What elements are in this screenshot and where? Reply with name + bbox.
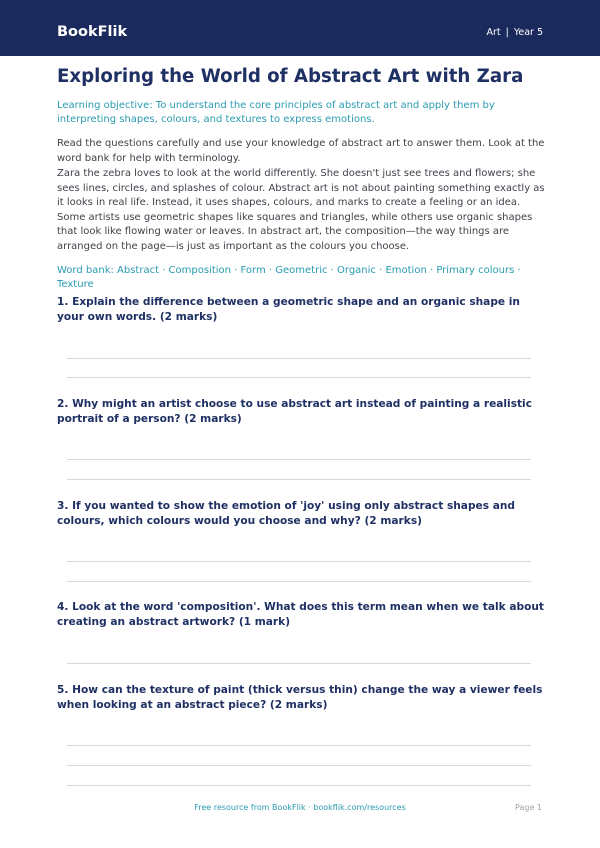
question-3: 3. If you wanted to show the emotion of 'joy' using only abstract shapes and colours, which colours would you choose and why? (2 marks) xyxy=(57,500,515,527)
footer-credit[interactable]: Free resource from BookFlik · bookflik.com/resources xyxy=(194,803,406,812)
year-label: Year 5 xyxy=(513,27,543,38)
subject-year-label xyxy=(486,26,543,40)
reading-passage: Zara the zebra loves to look at the world differently. She doesn't just see trees and flowers; she sees lines, circles, and splashes of colour. Abstract art is not about painting something exactly as it looks in real life. Instead, it uses shapes, colours, and marks to create a feeling or an idea. Some artists use geometric shapes like squares and triangles, while others use organic shapes that look like flowing water or leaves. In abstract art, the composition—the way things are arranged on the page—is just as important as the colours you choose. xyxy=(57,168,545,252)
answer-line[interactable] xyxy=(67,358,531,359)
word-bank: Word bank: Abstract · Composition · Form · Geometric · Organic · Emotion · Primary colours · Texture xyxy=(57,265,521,290)
learning-objective: Learning objective: To understand the core principles of abstract art and apply them by interpreting shapes, colours, and textures to express emotions. xyxy=(57,100,495,125)
page-number: Page 1 xyxy=(515,803,542,812)
worksheet-title: Exploring the World of Abstract Art with Zara xyxy=(57,66,524,87)
answer-line[interactable] xyxy=(67,479,531,480)
subject-label: Art xyxy=(486,27,501,38)
answer-line[interactable] xyxy=(67,561,531,562)
answer-line[interactable] xyxy=(67,377,531,378)
answer-line[interactable] xyxy=(67,785,531,786)
meta-separator: | xyxy=(505,27,509,38)
answer-line[interactable] xyxy=(67,745,531,746)
answer-line[interactable] xyxy=(67,663,531,664)
instructions-text: Read the questions carefully and use your knowledge of abstract art to answer them. Look at the word bank for help with terminology. xyxy=(57,138,545,164)
question-5: 5. How can the texture of paint (thick versus thin) change the way a viewer feels when looking at an abstract piece? (2 marks) xyxy=(57,684,543,711)
question-4: 4. Look at the word 'composition'. What does this term mean when we talk about creating an abstract artwork? (1 mark) xyxy=(57,601,544,628)
answer-line[interactable] xyxy=(67,765,531,766)
answer-line[interactable] xyxy=(67,581,531,582)
question-1: 1. Explain the difference between a geometric shape and an organic shape in your own words. (2 marks) xyxy=(57,296,520,323)
answer-line[interactable] xyxy=(67,459,531,460)
header-bar xyxy=(0,0,600,56)
brand-logo-text[interactable]: BookFlik xyxy=(57,24,128,40)
question-2: 2. Why might an artist choose to use abstract art instead of painting a realistic portrait of a person? (2 marks) xyxy=(57,398,532,425)
